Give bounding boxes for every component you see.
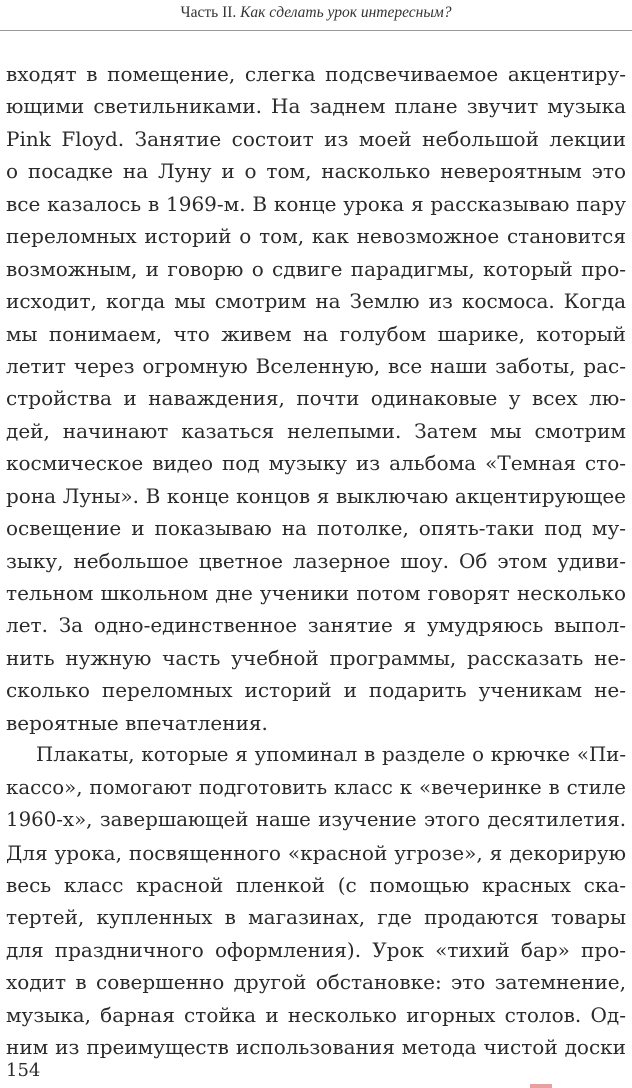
edge-mark [530, 1084, 552, 1088]
text-line: переломных историй о том, как невозможное становится [6, 224, 626, 249]
text-line: сколько переломных историй и подарить ученикам не- [6, 678, 626, 703]
text-line: о посадке на Луну и о том, насколько невероятным это [6, 159, 626, 184]
header-rule [0, 30, 632, 31]
text-line: зыку, небольшое цветное лазерное шоу. Об этом удиви- [6, 548, 626, 573]
text-line: вероятные впечатления. [6, 710, 268, 735]
text-line: кассо», помогают подготовить класс к «вечеринке в стиле [6, 775, 626, 799]
text-line: дей, начинают казаться нелепыми. Затем мы смотрим [6, 418, 626, 443]
text-line: входят в помещение, слегка подсвечиваемое акцентиру- [6, 62, 626, 86]
page-body [6, 58, 626, 1064]
text-line: музыка, барная стойка и несколько игорных столов. Од- [6, 1002, 626, 1027]
text-line: все казалось в 1969-м. В конце урока я рассказываю пару [6, 191, 626, 216]
text-line: исходит, когда мы смотрим на Землю из космоса. Когда [6, 289, 626, 314]
text-line: освещение и показываю на потолке, опять-таки под му- [6, 516, 626, 541]
header-title: Как сделать урок интересным? [240, 4, 452, 21]
text-line: лет. За одно-единственное занятие я умудряюсь выпол- [6, 613, 626, 638]
text-line: ющими светильниками. На заднем плане звучит музыка [6, 94, 626, 119]
text-line: возможным, и говорю о сдвиге парадигмы, который про- [6, 256, 626, 281]
page-number: 154 [6, 1060, 41, 1081]
text-line: тельном школьном дне ученики потом говорят несколько [6, 581, 626, 605]
text-line: для праздничного оформления). Урок «тихий бар» про- [6, 937, 626, 962]
text-line: весь класс красной пленкой (с помощью красных ска- [6, 872, 626, 897]
text-line: рона Луны». В конце концов я выключаю акцентирующее [6, 483, 626, 508]
text-line: Для урока, посвященного «красной угрозе», я декорирую [6, 840, 626, 865]
text-line: ходит в совершенно другой обстановке: это затемнение, [6, 970, 626, 995]
text-line: космическое видео под музыку из альбома «Темная сто- [6, 451, 626, 476]
paragraph-1 [6, 58, 626, 739]
text-line: Pink Floyd. Занятие состоит из моей небольшой лекции [6, 126, 626, 151]
header-part: Часть II. [180, 4, 237, 21]
text-line: тертей, купленных в магазинах, где продаются товары [6, 905, 626, 930]
text-line: стройства и наваждения, почти одинаковые у всех лю- [6, 386, 626, 411]
text-line: летит через огромную Вселенную, все наши заботы, рас- [6, 353, 626, 378]
running-header [0, 4, 632, 22]
paragraph-2 [6, 739, 626, 1063]
text-line: нить нужную часть учебной программы, рассказать не- [6, 645, 626, 670]
text-line: Плакаты, которые я упоминал в разделе о крючке «Пи- [36, 743, 626, 767]
text-line: мы понимаем, что живем на голубом шарике, который [6, 321, 626, 346]
text-line: ним из преимуществ использования метода чистой доски [6, 1035, 626, 1060]
text-line: 1960-х», завершающей наше изучение этого десятилетия. [6, 808, 626, 832]
